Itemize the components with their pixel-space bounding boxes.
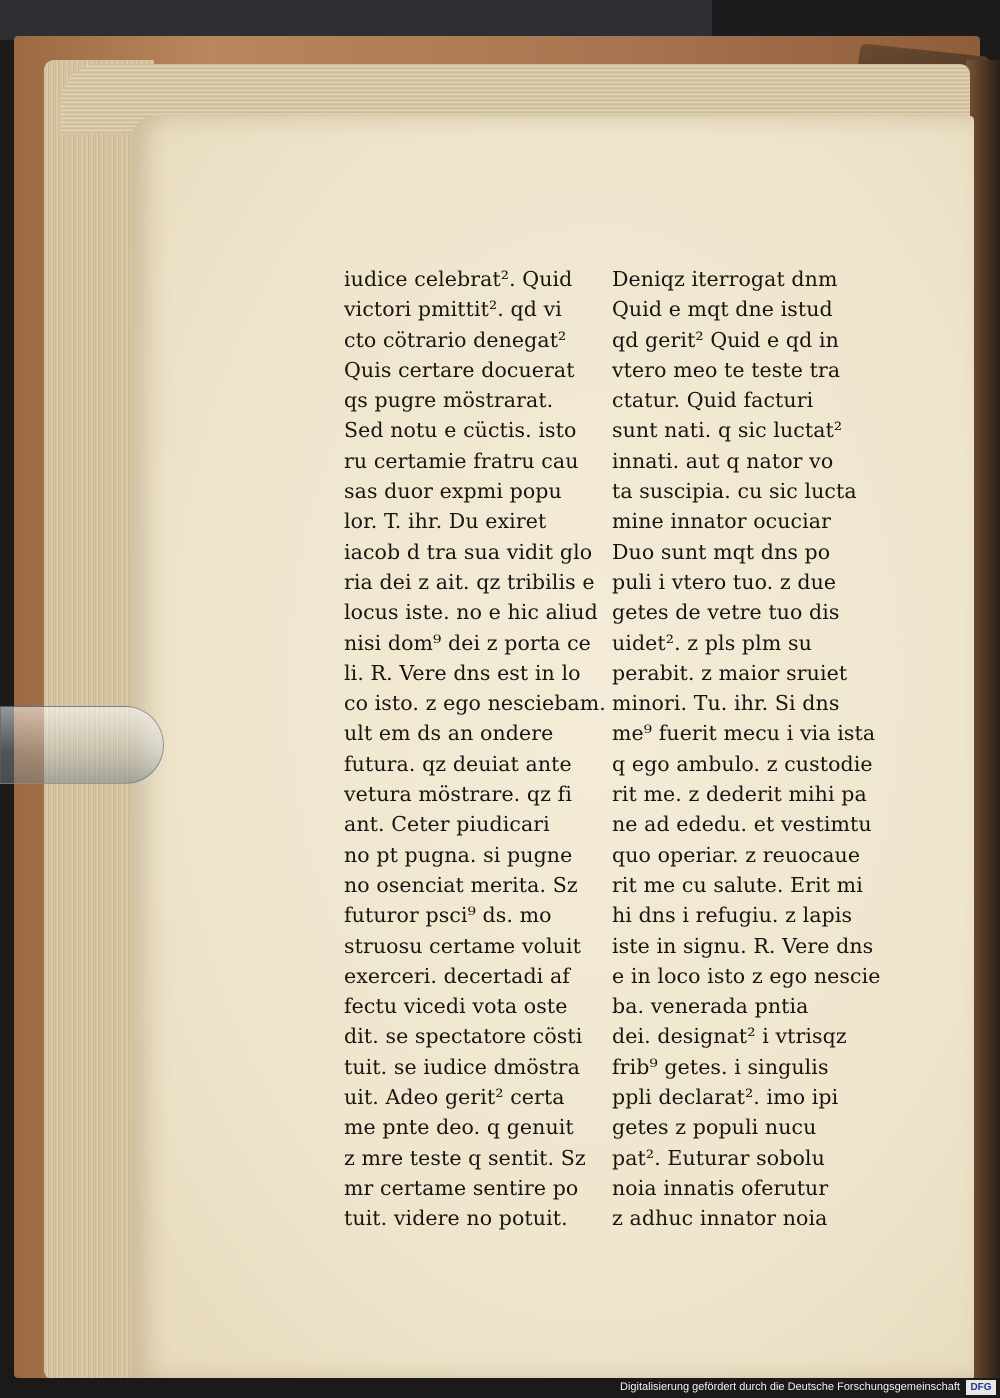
text-line: dei. designat² i vtrisqz	[612, 1024, 847, 1049]
text-line: ult em ds an ondere	[344, 721, 554, 746]
text-line: frib⁹ getes. i singulis	[612, 1054, 829, 1079]
text-line: noia innatis oferutur	[612, 1175, 829, 1200]
text-line: sas duor expmi popu	[344, 479, 562, 504]
text-line: rit me. z dederit mihi pa	[612, 782, 867, 807]
text-line: ba. venerada pntia	[612, 994, 809, 1019]
text-column-right	[612, 264, 881, 1234]
text-line: getes z populi nucu	[612, 1115, 817, 1140]
text-line: Deniqz iterrogat dnm	[612, 267, 838, 291]
text-line: mine innator ocuciar	[612, 509, 832, 534]
text-line: ru certamie fratru cau	[344, 448, 579, 473]
text-line: nisi dom⁹ dei z porta ce	[344, 630, 591, 655]
text-line: mr certame sentire po	[344, 1175, 579, 1200]
text-line: iudice celebrat². Quid	[344, 267, 573, 291]
text-line: getes de vetre tuo dis	[612, 600, 840, 625]
text-line: Quid e mqt dne istud	[612, 297, 833, 322]
text-line: struosu certame voluit	[344, 933, 581, 958]
text-line: me⁹ fuerit mecu i via ista	[612, 721, 876, 746]
text-line: ne ad ededu. et vestimtu	[612, 812, 872, 837]
text-line: ant. Ceter piudicari	[344, 812, 550, 837]
text-line: hi dns i refugiu. z lapis	[612, 903, 853, 928]
text-line: rit me cu salute. Erit mi	[612, 872, 863, 897]
text-line: ta suscipia. cu sic lucta	[612, 479, 857, 504]
text-line: uit. Adeo gerit² certa	[344, 1085, 565, 1110]
text-line: qs pugre möstrarat.	[344, 388, 554, 413]
text-line: cto cötrario denegat²	[344, 327, 567, 352]
text-line: vtero meo te teste tra	[612, 357, 841, 382]
text-line: futura. qz deuiat ante	[344, 751, 572, 776]
text-line: innati. aut q nator vo	[612, 448, 834, 473]
text-line: minori. Tu. ihr. Si dns	[612, 691, 840, 716]
text-line: iste in signu. R. Vere dns	[612, 933, 874, 958]
funding-credit: Digitalisierung gefördert durch die Deutsche Forschungsgemeinschaft	[620, 1381, 960, 1393]
text-line: fectu vicedi vota oste	[344, 994, 568, 1019]
text-line: sunt nati. q sic luctat²	[612, 418, 843, 443]
text-line: ria dei z ait. qz tribilis e	[344, 569, 595, 594]
text-line: me pnte deo. q genuit	[344, 1115, 574, 1140]
text-line: qd gerit² Quid e qd in	[612, 327, 839, 352]
text-line: futuror psci⁹ ds. mo	[344, 903, 552, 928]
text-line: no pt pugna. si pugne	[344, 842, 573, 867]
text-line: dit. se spectatore cösti	[344, 1024, 583, 1049]
text-line: e in loco isto z ego nescie	[612, 963, 881, 988]
text-line: Duo sunt mqt dns po	[612, 539, 831, 564]
dfg-logo: DFG	[966, 1380, 996, 1395]
text-line: exerceri. decertadi af	[344, 963, 570, 988]
text-line: Quis certare docuerat	[344, 357, 575, 382]
page-holder-clip	[0, 706, 164, 784]
text-line: ppli declarat². imo ipi	[612, 1085, 839, 1110]
text-line: no osenciat merita. Sz	[344, 872, 578, 897]
text-line: quo operiar. z reuocaue	[612, 842, 861, 867]
text-line: iacob d tra sua vidit glo	[344, 539, 593, 564]
text-column-left	[344, 264, 606, 1234]
text-line: puli i vtero tuo. z due	[612, 569, 837, 594]
text-line: pat². Euturar sobolu	[612, 1145, 825, 1170]
text-line: lor. T. ihr. Du exiret	[344, 509, 547, 534]
text-line: vetura möstrare. qz fi	[344, 782, 573, 807]
text-line: perabit. z maior sruiet	[612, 660, 848, 685]
text-line: z adhuc innator noia	[612, 1206, 828, 1231]
text-line: Sed notu e cüctis. isto	[344, 418, 577, 443]
text-line: victori pmittit². qd vi	[344, 297, 562, 322]
text-line: locus iste. no e hic aliud	[344, 600, 598, 625]
text-line: z mre teste q sentit. Sz	[344, 1145, 586, 1170]
text-line: tuit. videre no potuit.	[344, 1206, 568, 1231]
text-line: ctatur. Quid facturi	[612, 388, 814, 413]
background-gray	[0, 0, 712, 40]
text-line: q ego ambulo. z custodie	[612, 751, 873, 776]
text-line: tuit. se iudice dmöstra	[344, 1054, 580, 1079]
text-line: li. R. Vere dns est in lo	[344, 660, 581, 685]
text-line: uidet². z pls plm su	[612, 630, 812, 655]
text-line: co isto. z ego nesciebam.	[344, 691, 606, 716]
